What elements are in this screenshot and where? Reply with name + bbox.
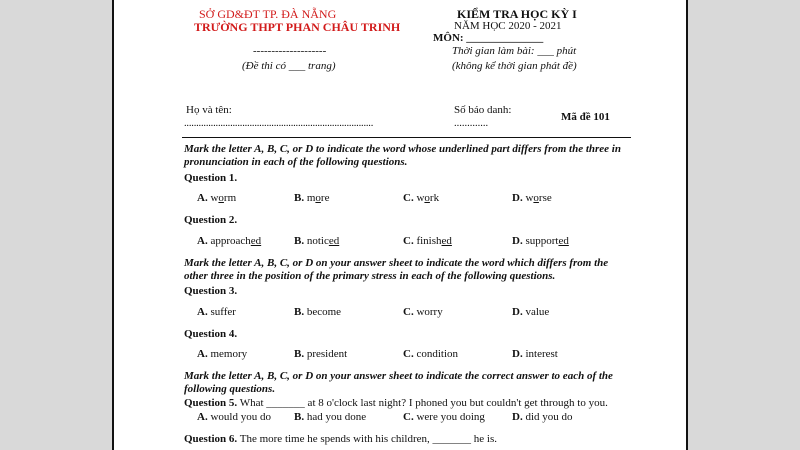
question-5 <box>184 397 608 409</box>
question-6-label: Question 6. <box>184 433 238 445</box>
school-name: TRƯỜNG THPT PHAN CHÂU TRINH <box>194 20 401 34</box>
q1-option-d[interactable]: D. worse <box>512 192 552 204</box>
question-2-label: Question 2. <box>184 214 238 226</box>
section-3-instruction: Mark the letter A, B, C, or D on your answer sheet to indicate the correct answer to each of the following questions. <box>184 370 613 395</box>
exam-title: KIỂM TRA HỌC KỲ I <box>457 7 577 21</box>
time-label: Thời gian làm bài: ___ phút <box>452 45 577 57</box>
school-year: NĂM HỌC 2020 - 2021 <box>454 20 562 32</box>
q1-option-c[interactable]: C. work <box>403 192 440 204</box>
section-2-instruction: Mark the letter A, B, C, or D on your answer sheet to indicate the word which differs from the other three in the position of the primary stress in each of the following questions. <box>184 257 609 282</box>
subject-label: MÔN: ______________ <box>433 32 544 44</box>
q4-option-b[interactable]: B. president <box>294 348 348 360</box>
header-dashes: -------------------- <box>253 45 327 57</box>
question-4-label: Question 4. <box>184 328 238 340</box>
department-name: SỞ GD&ĐT TP. ĐÀ NẴNG <box>199 7 337 21</box>
q3-option-d[interactable]: D. value <box>512 306 550 318</box>
id-field[interactable]: ............. <box>454 118 489 129</box>
q3-option-a[interactable]: A. suffer <box>197 306 236 318</box>
question-5-label: Question 5. <box>184 397 238 409</box>
q2-option-c[interactable]: C. finished <box>403 235 452 247</box>
q5-option-b[interactable]: B. had you done <box>294 411 367 423</box>
page-edge-right <box>686 0 688 450</box>
id-label: Số báo danh: <box>454 104 512 116</box>
q4-option-c[interactable]: C. condition <box>403 348 459 360</box>
section-1-instruction: Mark the letter A, B, C, or D to indicate the word whose underlined part differs from the three in pronunciation in each of the following questions. <box>184 143 621 168</box>
q5-option-d[interactable]: D. did you do <box>512 411 573 423</box>
exam-page <box>112 0 686 450</box>
q1-option-b[interactable]: B. more <box>294 192 330 204</box>
time-note: (không kể thời gian phát đề) <box>452 60 577 72</box>
q3-option-c[interactable]: C. worry <box>403 306 443 318</box>
name-label: Họ và tên: <box>186 104 232 116</box>
page-edge-left <box>112 0 114 450</box>
q4-option-d[interactable]: D. interest <box>512 348 558 360</box>
q3-option-b[interactable]: B. become <box>294 306 342 318</box>
q2-option-d[interactable]: D. supported <box>512 235 569 247</box>
page-count-note: (Đề thi có ___ trang) <box>242 60 336 72</box>
q5-option-a[interactable]: A. would you do <box>197 411 271 423</box>
q2-option-a[interactable]: A. approached <box>197 235 262 247</box>
q2-option-b[interactable]: B. noticed <box>294 235 340 247</box>
question-1-label: Question 1. <box>184 172 238 184</box>
header-divider <box>182 137 631 138</box>
question-6-stem: The more time he spends with his children, _______ he is. <box>237 433 497 445</box>
q4-option-a[interactable]: A. memory <box>197 348 248 360</box>
question-6 <box>184 433 497 445</box>
question-5-stem: What _______ at 8 o'clock last night? I phoned you but couldn't get through to you. <box>237 397 608 409</box>
question-3-label: Question 3. <box>184 285 238 297</box>
exam-code: Mã đề 101 <box>561 111 610 123</box>
q1-option-a[interactable]: A. worm <box>197 192 237 204</box>
name-field[interactable]: .............................................................................. <box>184 118 374 129</box>
q5-option-c[interactable]: C. were you doing <box>403 411 485 423</box>
